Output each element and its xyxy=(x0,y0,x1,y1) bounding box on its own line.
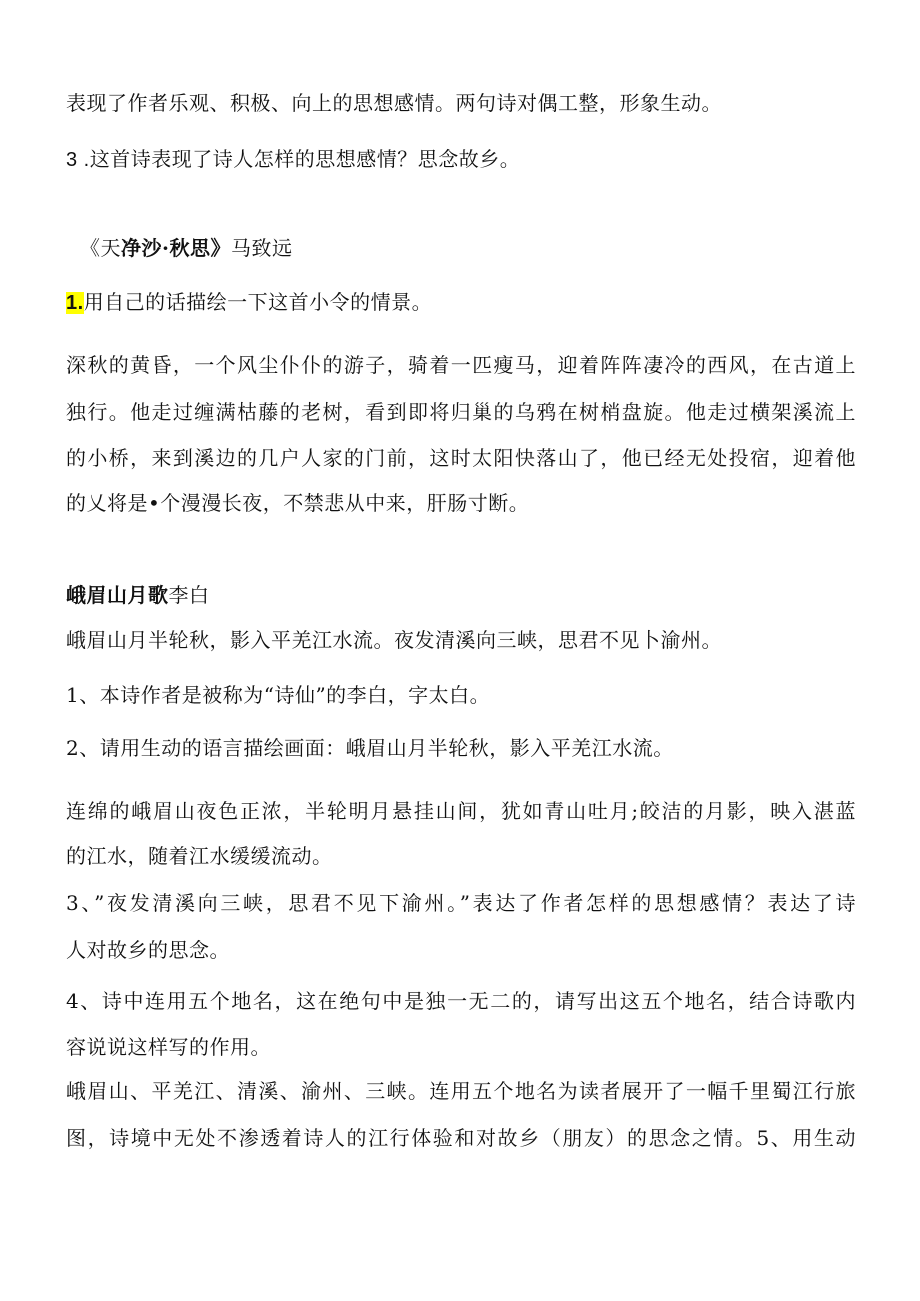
paragraph-line: 的江水，随着江水缓缓流动。 xyxy=(66,844,333,868)
question-3: 3 .这首诗表现了诗人怎样的思想感情？思念故乡。 xyxy=(66,149,521,171)
paragraph-line: 表现了作者乐观、积极、向上的思想感情。两句诗对偶工整，形象生动。 xyxy=(66,91,722,115)
question-text: 用自己的话描绘一下这首小令的情景。 xyxy=(83,290,433,314)
title-author: 李白 xyxy=(168,583,210,607)
title-prefix: 《天 xyxy=(80,236,121,260)
paragraph-line: 连绵的峨眉山夜色正浓，半轮明月悬挂山间，犹如青山吐月;皎洁的月影，映入湛蓝 xyxy=(66,799,856,823)
title-author: 马致远 xyxy=(230,236,293,260)
paragraph-line: 图，诗境中无处不渗透着诗人的江行体验和对故乡（朋友）的思念之情。5、用生动 xyxy=(66,1126,856,1150)
paragraph-line: 人对故乡的思念。 xyxy=(66,938,230,962)
poem-title-tianjingsha xyxy=(80,234,870,262)
question-1: 1、本诗作者是被称为“诗仙”的李白，字太白。 xyxy=(66,683,491,707)
highlighted-number: 1. xyxy=(66,292,84,314)
paragraph-line: 独行。他走过缠满枯藤的老树，看到即将归巢的乌鸦在树梢盘旋。他走过横架溪流上 xyxy=(66,400,856,424)
poem-title-emeishan xyxy=(66,581,856,609)
paragraph-line: 峨眉山、平羌江、清溪、渝州、三峡。连用五个地名为读者展开了一幅千里蜀江行旅 xyxy=(66,1079,856,1103)
question-3-line: 3、”夜发清溪向三峡，思君不见下渝州。”表达了作者怎样的思想感情？表达了诗 xyxy=(66,891,856,915)
question-4-line: 4、诗中连用五个地名，这在绝句中是独一无二的，请写出这五个地名，结合诗歌内 xyxy=(66,989,856,1013)
question-1 xyxy=(66,288,856,317)
paragraph-line: 的小桥，来到溪边的几户人家的门前，这时太阳快落山了，他已经无处投宿，迎着他 xyxy=(66,446,856,470)
title-bold: 净沙·秋思》 xyxy=(121,236,231,260)
title-bold: 峨眉山月歌 xyxy=(66,583,169,607)
paragraph-line: 容说说这样写的作用。 xyxy=(66,1035,271,1059)
poem-text: 峨眉山月半轮秋，影入平羌江水流。夜发清溪向三峡，思君不见卜渝州。 xyxy=(66,628,722,652)
question-2: 2、请用生动的语言描绘画面：峨眉山月半轮秋，影入平羌江水流。 xyxy=(66,736,674,760)
paragraph-line: 深秋的黄昏，一个风尘仆仆的游子，骑着一匹瘦马，迎着阵阵凄冷的西风，在古道上 xyxy=(66,353,856,377)
paragraph-line: 的乂将是•个漫漫长夜，不禁悲从中来，肝肠寸断。 xyxy=(66,491,530,515)
